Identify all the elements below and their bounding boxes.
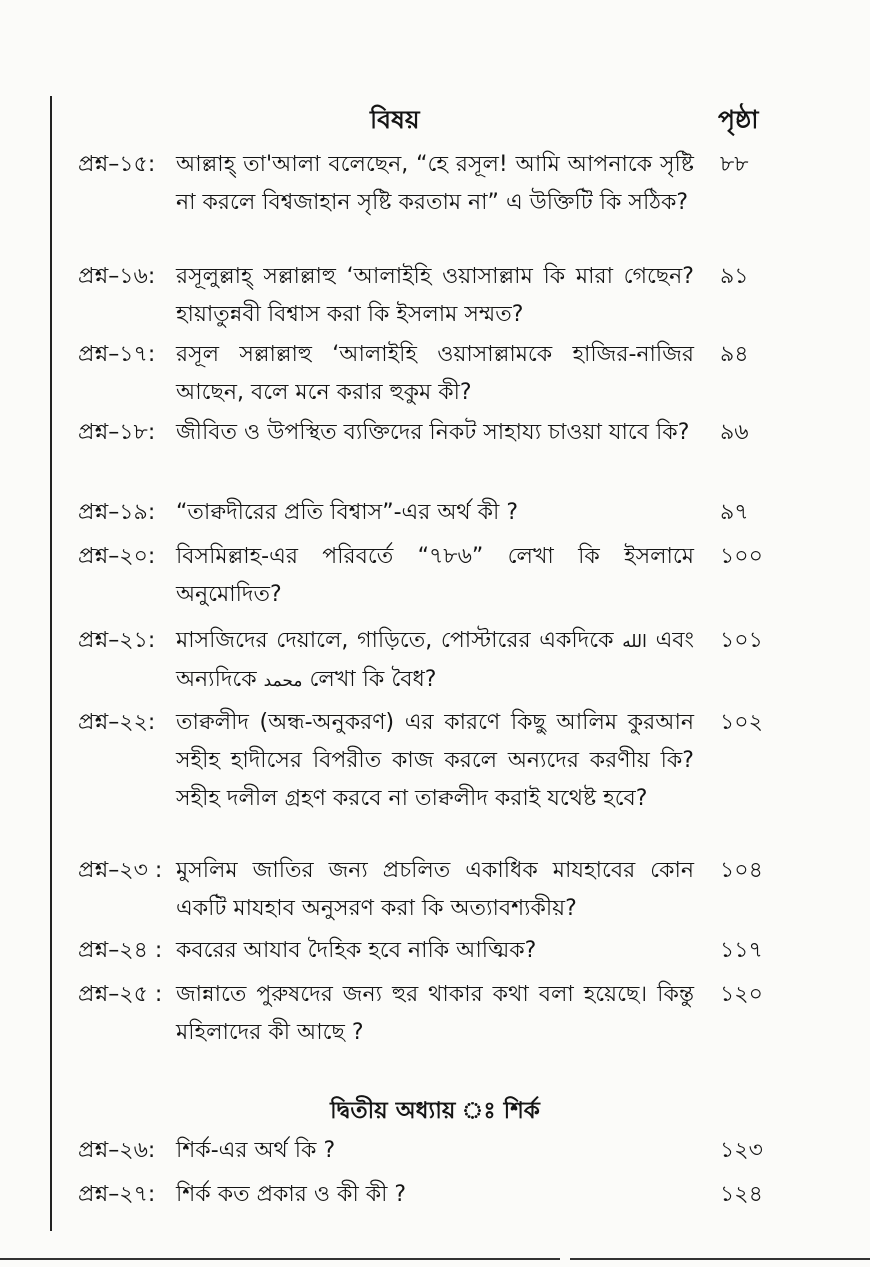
- question-text: শির্ক কত প্রকার ও কী কী ?: [176, 1182, 407, 1207]
- question-label: প্রশ্ন–১৮:: [78, 420, 156, 445]
- question-text: মুসলিম জাতির জন্য প্রচলিত একাধিক মাযহাবের কোন একটি মাযহাব অনুসরণ করা কি অত্যাবশ্যকীয়?: [176, 858, 694, 921]
- question-text-part: মাসজিদের দেয়ালে, গাড়িতে, পোস্টারের একদিকে: [176, 628, 614, 653]
- question-label: প্রশ্ন–২২:: [78, 710, 156, 735]
- bottom-rule: [0, 1258, 560, 1260]
- toc-header: [0, 100, 870, 140]
- question-text: [176, 622, 694, 700]
- subject-heading: বিষয়: [370, 105, 420, 134]
- question-text: শির্ক-এর অর্থ কি ?: [176, 1138, 336, 1163]
- arabic-muhammad-calligraphy: محمد: [263, 671, 303, 691]
- question-text: তাক্বলীদ (অন্ধ-অনুকরণ) এর কারণে কিছু আলিম কুরআন সহীহ হাদীসের বিপরীত কাজ করলে অন্যদের করণীয় কি? সহীহ দলীল গ্রহণ করবে না তাক্বলীদ করাই যথেষ্ট হবে?: [176, 710, 694, 811]
- question-label: প্রশ্ন–২১:: [78, 628, 156, 653]
- page-number: ১২০: [720, 982, 763, 1007]
- page-number: ১০২: [720, 710, 763, 735]
- page-number: ৯৪: [720, 342, 749, 367]
- question-label: প্রশ্ন–২৩ :: [78, 858, 163, 883]
- question-text: বিসমিল্লাহ-এর পরিবর্তে “৭৮৬” লেখা কি ইসলামে অনুমোদিত?: [176, 544, 694, 607]
- question-label: প্রশ্ন–২৬:: [78, 1138, 156, 1163]
- page-number: ৮৮: [720, 152, 749, 177]
- page-heading: পৃষ্ঠা: [718, 105, 759, 134]
- question-label: প্রশ্ন–২৫ :: [78, 982, 163, 1007]
- question-label: প্রশ্ন–১৬:: [78, 264, 156, 289]
- question-label: প্রশ্ন–১৭:: [78, 342, 156, 367]
- page-number: ১২৪: [720, 1182, 763, 1207]
- question-label: প্রশ্ন–১৫:: [78, 152, 156, 177]
- question-text: জান্নাতে পুরুষদের জন্য হুর থাকার কথা বলা হয়েছে। কিন্তু মহিলাদের কী আছে ?: [176, 982, 694, 1045]
- question-text: জীবিত ও উপস্থিত ব্যক্তিদের নিকট সাহায্য চাওয়া যাবে কি?: [176, 420, 690, 445]
- page-number: ৯১: [720, 264, 749, 289]
- question-label: প্রশ্ন–২০:: [78, 544, 156, 569]
- page-number: ১০১: [720, 628, 763, 653]
- page-number: ৯৭: [720, 500, 749, 525]
- question-text: কবরের আযাব দৈহিক হবে নাকি আত্মিক?: [176, 938, 537, 963]
- page-number: ১০০: [720, 544, 763, 569]
- question-label: প্রশ্ন–১৯:: [78, 500, 156, 525]
- question-text: রসূল সল্লাল্লাহু ‘আলাইহি ওয়াসাল্লামকে হাজির-নাজির আছেন, বলে মনে করার হুকুম কী?: [176, 342, 694, 405]
- question-label: প্রশ্ন–২৭:: [78, 1182, 156, 1207]
- question-text-part: লেখা কি বৈধ?: [309, 667, 437, 692]
- question-text-part: এবং অন্যদিকে: [176, 628, 695, 692]
- bottom-rule: [570, 1258, 870, 1260]
- arabic-allah-calligraphy: الله: [622, 632, 647, 652]
- margin-line: [50, 96, 52, 1231]
- page-number: ১১৭: [720, 938, 763, 963]
- question-label: প্রশ্ন–২৪ :: [78, 938, 163, 963]
- question-text: “তাক্বদীরের প্রতি বিশ্বাস”-এর অর্থ কী ?: [176, 500, 519, 525]
- page-number: ৯৬: [720, 420, 749, 445]
- page-number: ১০৪: [720, 858, 763, 883]
- chapter-heading: দ্বিতীয় অধ্যায় ঃ শির্ক: [330, 1098, 540, 1124]
- question-text: আল্লাহ্ তা'আলা বলেছেন, “হে রসূল! আমি আপনাকে সৃষ্টি না করলে বিশ্বজাহান সৃষ্টি করতাম না” এ উক্তিটি কি সঠিক?: [176, 152, 694, 215]
- question-text: রসূলুল্লাহ্ সল্লাল্লাহু ‘আলাইহি ওয়াসাল্লাম কি মারা গেছেন? হায়াতুন্নবী বিশ্বাস করা কি ইসলাম সম্মত?: [176, 264, 694, 327]
- page-number: ১২৩: [720, 1138, 763, 1163]
